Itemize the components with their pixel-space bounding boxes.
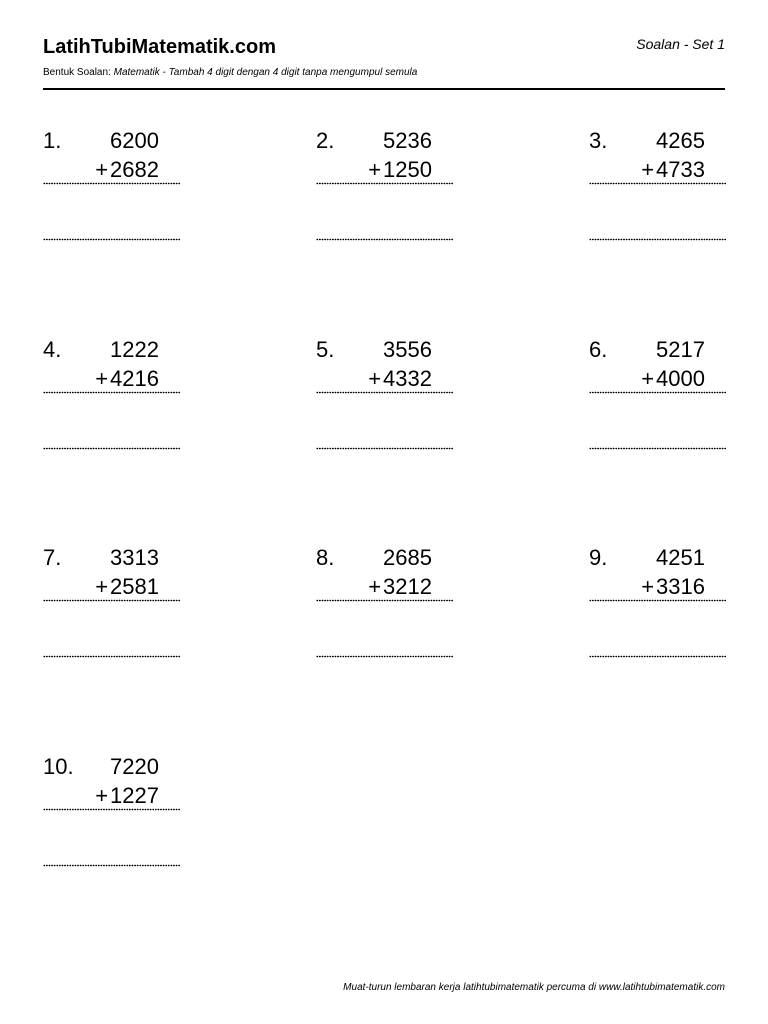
sum-line — [589, 599, 726, 602]
problem-bottom-operand: 4332 — [383, 366, 432, 391]
sum-line — [316, 182, 453, 185]
problem-top-operand: 2685 — [383, 545, 432, 570]
problem-bottom-operand: 1227 — [110, 783, 159, 808]
problem-1 — [43, 128, 183, 278]
answer-line[interactable] — [43, 447, 180, 450]
problem-bottom-row — [641, 366, 705, 392]
site-title: LatihTubiMatematik.com — [43, 36, 276, 58]
problem-bottom-operand: 2581 — [110, 574, 159, 599]
answer-line[interactable] — [589, 655, 726, 658]
plus-sign: + — [95, 157, 109, 182]
sum-line — [43, 808, 180, 811]
plus-sign: + — [641, 366, 655, 391]
answer-line[interactable] — [43, 238, 180, 241]
problem-bottom-row — [368, 366, 432, 392]
problem-bottom-row — [95, 783, 159, 809]
plus-sign: + — [95, 574, 109, 599]
sum-line — [316, 391, 453, 394]
problem-10 — [43, 754, 183, 904]
plus-sign: + — [95, 366, 109, 391]
problem-top-operand: 3313 — [110, 545, 159, 570]
problem-bottom-row — [641, 574, 705, 600]
problem-number: 6. — [589, 337, 608, 362]
plus-sign: + — [368, 574, 382, 599]
subtitle-description: Matematik - Tambah 4 digit dengan 4 digit tanpa mengumpul semula — [113, 67, 418, 78]
answer-line[interactable] — [43, 864, 180, 867]
answer-line[interactable] — [316, 655, 453, 658]
problem-number: 5. — [316, 337, 335, 362]
problem-9 — [589, 545, 729, 695]
problem-top-operand: 4265 — [656, 128, 705, 153]
header-divider — [43, 88, 725, 90]
sum-line — [43, 599, 180, 602]
problem-top-operand: 6200 — [110, 128, 159, 153]
problem-bottom-row — [95, 366, 159, 392]
problem-bottom-row — [641, 157, 705, 183]
worksheet-subtitle — [43, 67, 417, 78]
problem-number: 2. — [316, 128, 335, 153]
sum-line — [43, 391, 180, 394]
problem-bottom-row — [368, 574, 432, 600]
problem-top-operand: 5217 — [656, 337, 705, 362]
problem-bottom-operand: 2682 — [110, 157, 159, 182]
problem-top-operand: 5236 — [383, 128, 432, 153]
answer-line[interactable] — [316, 447, 453, 450]
problem-number: 9. — [589, 545, 608, 570]
problem-7 — [43, 545, 183, 695]
plus-sign: + — [368, 366, 382, 391]
problem-bottom-operand: 1250 — [383, 157, 432, 182]
plus-sign: + — [95, 783, 109, 808]
plus-sign: + — [641, 574, 655, 599]
problem-bottom-operand: 3316 — [656, 574, 705, 599]
problem-2 — [316, 128, 456, 278]
problem-8 — [316, 545, 456, 695]
sum-line — [589, 391, 726, 394]
problem-bottom-operand: 4216 — [110, 366, 159, 391]
answer-line[interactable] — [316, 238, 453, 241]
problem-bottom-row — [95, 574, 159, 600]
problem-bottom-row — [95, 157, 159, 183]
plus-sign: + — [368, 157, 382, 182]
problem-top-operand: 7220 — [110, 754, 159, 779]
answer-line[interactable] — [589, 447, 726, 450]
problem-bottom-row — [368, 157, 432, 183]
footer-note: Muat-turun lembaran kerja latihtubimatematik percuma di www.latihtubimatematik.com — [343, 982, 725, 993]
problem-number: 8. — [316, 545, 335, 570]
problem-number: 7. — [43, 545, 62, 570]
set-label: Soalan - Set 1 — [636, 36, 725, 52]
problem-number: 4. — [43, 337, 62, 362]
problem-bottom-operand: 3212 — [383, 574, 432, 599]
subtitle-prefix: Bentuk Soalan: — [43, 67, 111, 78]
problem-5 — [316, 337, 456, 487]
answer-line[interactable] — [43, 655, 180, 658]
sum-line — [589, 182, 726, 185]
problem-number: 10. — [43, 754, 74, 779]
answer-line[interactable] — [589, 238, 726, 241]
problem-6 — [589, 337, 729, 487]
problem-number: 3. — [589, 128, 608, 153]
problem-bottom-operand: 4000 — [656, 366, 705, 391]
problem-top-operand: 4251 — [656, 545, 705, 570]
problem-3 — [589, 128, 729, 278]
problem-top-operand: 3556 — [383, 337, 432, 362]
sum-line — [316, 599, 453, 602]
sum-line — [43, 182, 180, 185]
problem-bottom-operand: 4733 — [656, 157, 705, 182]
problem-top-operand: 1222 — [110, 337, 159, 362]
problem-4 — [43, 337, 183, 487]
plus-sign: + — [641, 157, 655, 182]
problem-number: 1. — [43, 128, 62, 153]
